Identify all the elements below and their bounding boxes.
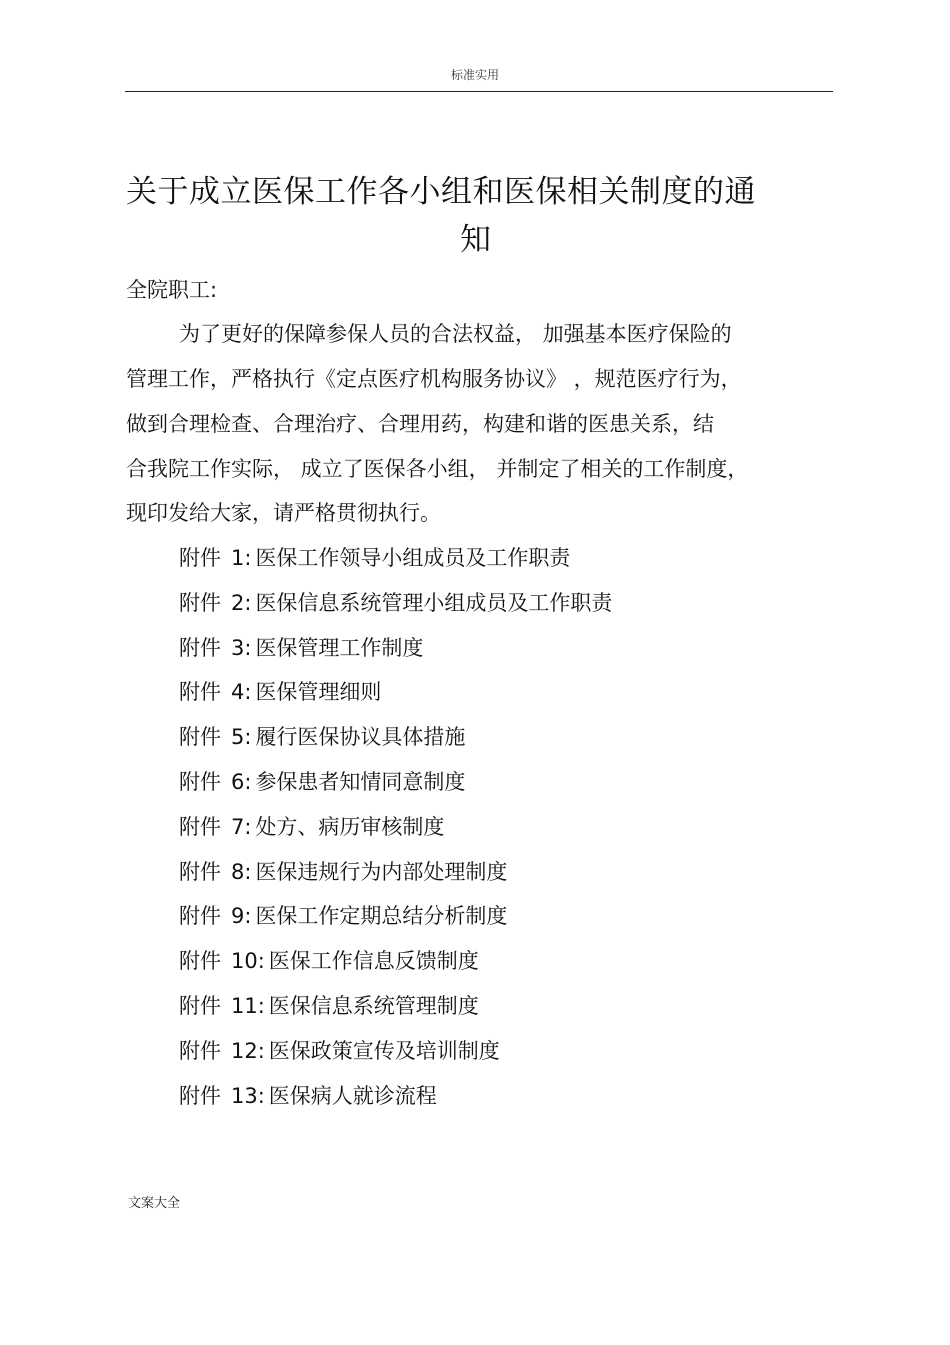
body-paragraph-line: 管理工作，严格执行《定点医疗机构服务协议》 ，规范医疗行为， bbox=[126, 367, 742, 391]
attachment-item bbox=[179, 1082, 612, 1127]
page-footer-text: 文案大全 bbox=[128, 1196, 181, 1211]
salutation: 全院职工: bbox=[126, 278, 218, 302]
attachment-item bbox=[179, 723, 612, 768]
attachment-title: 医保违规行为内部处理制度 bbox=[255, 859, 508, 884]
attachment-item bbox=[179, 768, 612, 813]
attachment-number: 9: bbox=[231, 904, 252, 929]
attachment-title: 医保管理工作制度 bbox=[255, 635, 424, 660]
attachment-prefix: 附件 bbox=[179, 949, 221, 974]
attachment-number: 13: bbox=[231, 1083, 265, 1108]
attachment-title: 医保病人就诊流程 bbox=[268, 1083, 437, 1108]
attachment-prefix: 附件 bbox=[179, 904, 221, 929]
document-title-line-2: 知 bbox=[460, 222, 491, 258]
body-paragraph-line: 为了更好的保障参保人员的合法权益， 加强基本医疗保险的 bbox=[179, 322, 732, 346]
attachment-prefix: 附件 bbox=[179, 680, 221, 705]
document-title-line-1: 关于成立医保工作各小组和医保相关制度的通 bbox=[126, 174, 756, 210]
attachment-prefix: 附件 bbox=[179, 546, 221, 570]
attachment-number: 6: bbox=[231, 769, 252, 794]
attachment-title: 履行医保协议具体措施 bbox=[255, 725, 466, 750]
attachment-prefix: 附件 bbox=[179, 993, 221, 1018]
attachment-prefix: 附件 bbox=[179, 859, 221, 884]
attachment-number: 10: bbox=[231, 949, 265, 974]
attachment-title: 医保政策宣传及培训制度 bbox=[268, 1038, 500, 1063]
attachment-title: 医保管理细则 bbox=[255, 680, 382, 705]
attachment-item bbox=[179, 634, 612, 679]
attachment-prefix: 附件 bbox=[179, 769, 221, 794]
attachment-item bbox=[179, 947, 612, 992]
attachment-prefix: 附件 bbox=[179, 814, 221, 839]
attachment-title: 医保工作定期总结分析制度 bbox=[255, 904, 508, 929]
attachment-item bbox=[179, 992, 612, 1037]
body-paragraph-line: 做到合理检查、合理治疗、合理用药，构建和谐的医患关系，结 bbox=[126, 412, 714, 436]
attachment-item bbox=[179, 589, 612, 634]
attachment-title: 医保信息系统管理制度 bbox=[268, 993, 479, 1018]
page-header-text: 标准实用 bbox=[450, 68, 499, 82]
attachment-number: 2: bbox=[231, 590, 252, 615]
attachment-number: 12: bbox=[231, 1038, 265, 1063]
attachment-item bbox=[179, 544, 612, 589]
attachment-title: 处方、病历审核制度 bbox=[255, 814, 445, 839]
attachment-number: 3: bbox=[231, 635, 252, 660]
attachment-number: 8: bbox=[231, 859, 252, 884]
attachment-number: 7: bbox=[231, 814, 252, 839]
attachment-title: 医保信息系统管理小组成员及工作职责 bbox=[255, 590, 613, 615]
attachment-title: 参保患者知情同意制度 bbox=[255, 769, 466, 794]
attachment-prefix: 附件 bbox=[179, 1038, 221, 1063]
attachment-item bbox=[179, 1037, 612, 1082]
header-divider bbox=[125, 91, 833, 92]
attachment-number: 5: bbox=[231, 725, 252, 750]
attachment-prefix: 附件 bbox=[179, 590, 221, 615]
attachment-number: 4: bbox=[231, 680, 252, 705]
attachment-item bbox=[179, 858, 612, 903]
attachment-title: 医保工作领导小组成员及工作职责 bbox=[255, 546, 571, 570]
attachment-number: 11: bbox=[231, 993, 265, 1018]
body-paragraph-line: 现印发给大家，请严格贯彻执行。 bbox=[126, 501, 441, 525]
attachment-item bbox=[179, 813, 612, 858]
attachment-prefix: 附件 bbox=[179, 635, 221, 660]
attachment-item bbox=[179, 678, 612, 723]
attachment-title: 医保工作信息反馈制度 bbox=[268, 949, 479, 974]
attachment-prefix: 附件 bbox=[179, 725, 221, 750]
attachment-list bbox=[179, 544, 612, 1126]
body-paragraph-line: 合我院工作实际， 成立了医保各小组， 并制定了相关的工作制度， bbox=[126, 457, 749, 481]
attachment-number: 1: bbox=[231, 546, 252, 570]
attachment-prefix: 附件 bbox=[179, 1083, 221, 1108]
attachment-item bbox=[179, 902, 612, 947]
